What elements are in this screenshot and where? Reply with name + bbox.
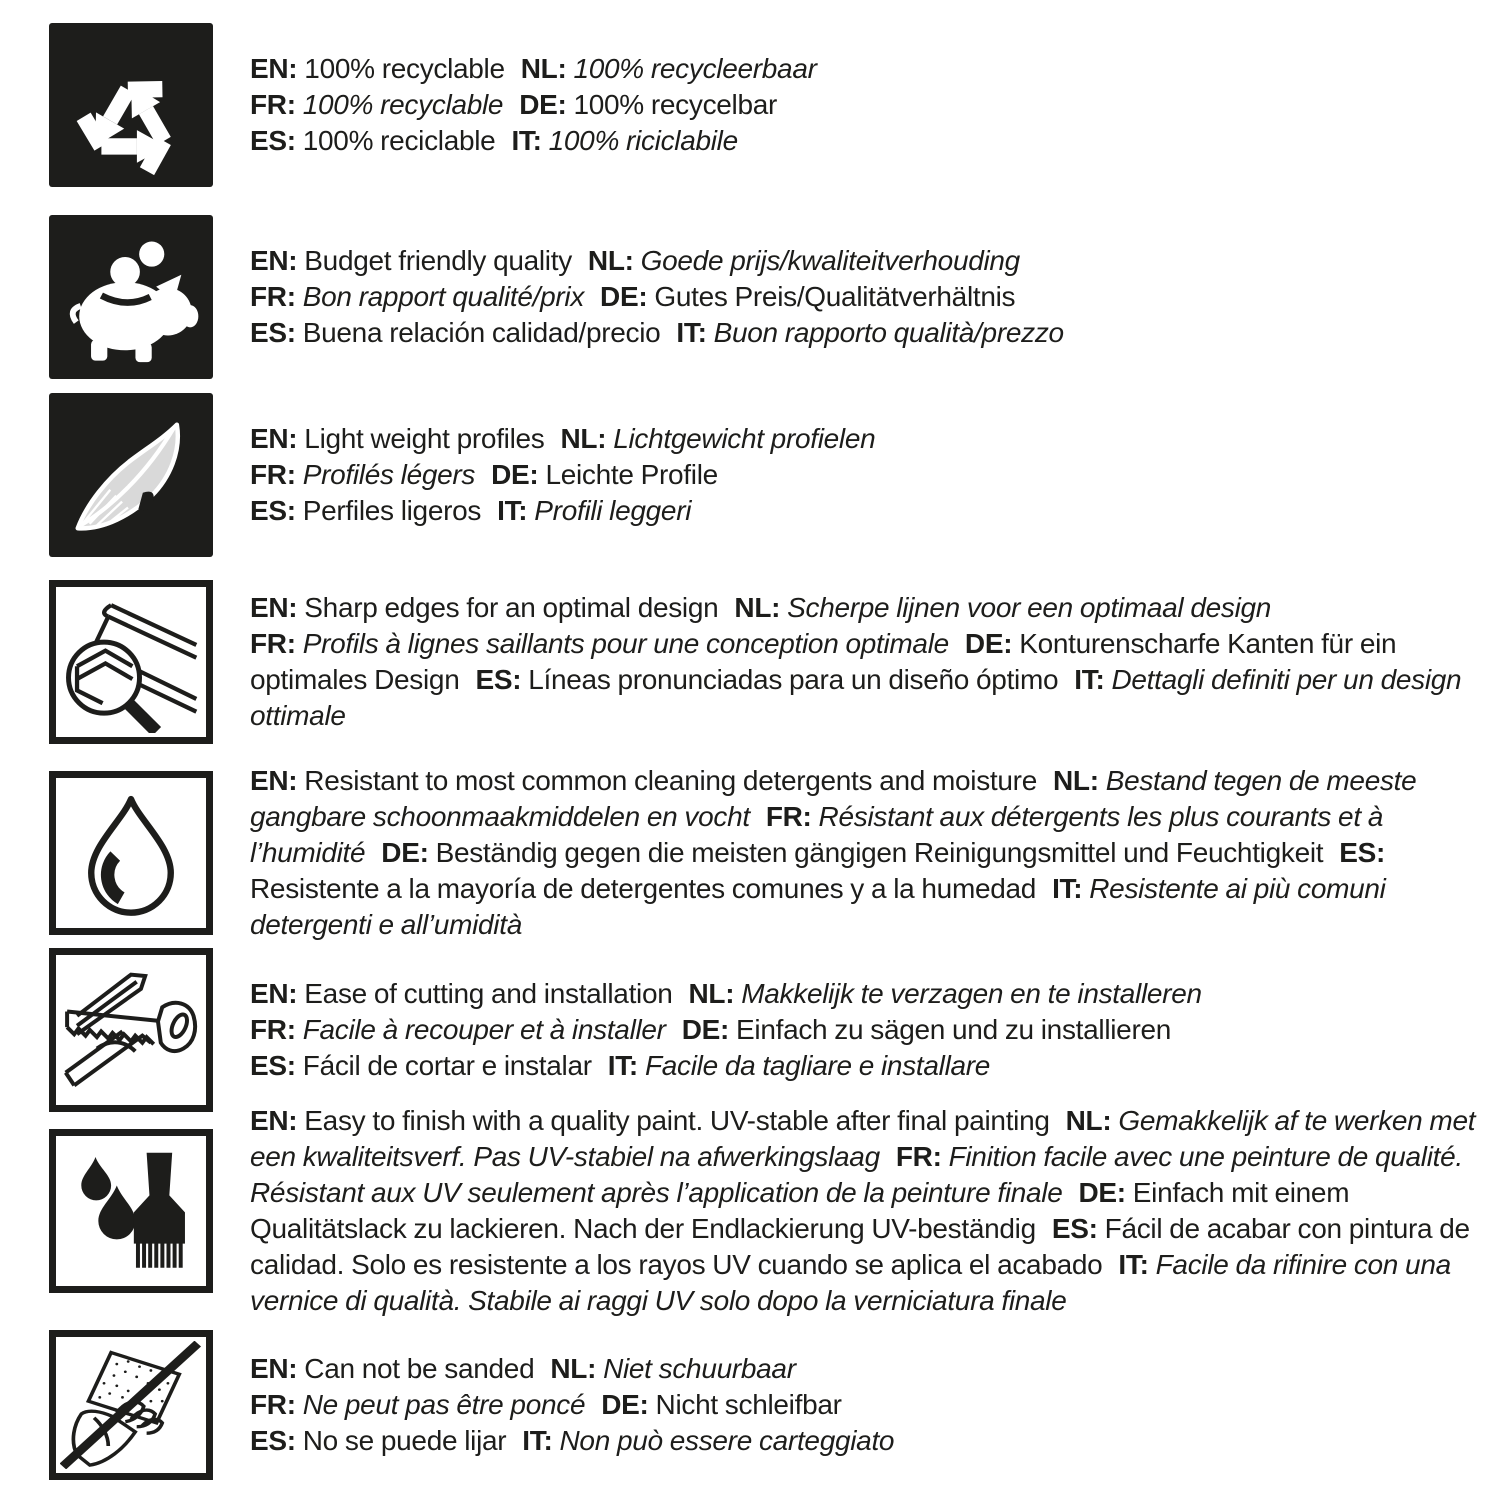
feature-description: Can not be sanded [297,1353,535,1384]
feature-description: Bon rapport qualité/prix [295,281,585,312]
language-entry-fr [250,628,949,659]
text-line [250,243,1480,279]
feature-description: Résistant aux détergents les plus courants et à l’humidité [250,801,1384,868]
recycle-icon [49,23,213,187]
feature-description: Makkelijk te verzagen en te installeren [734,978,1202,1009]
language-entry-en [250,592,718,623]
text-line [250,976,1480,1012]
feature-description: Gutes Preis/Qualitätverhältnis [647,281,1016,312]
language-code: DE: [491,459,539,490]
feature-description: Non può essere carteggiato [552,1425,895,1456]
language-entry-en [250,765,1037,796]
language-code: FR: [250,89,296,120]
feature-description: Buena relación calidad/precio [295,317,661,348]
feature-description: Resistente ai più comuni detergenti e all’umidità [250,873,1386,940]
language-code: NL: [1052,765,1099,796]
language-entry-de [519,89,777,120]
language-entry-de [682,1014,1171,1045]
language-entry-de [381,837,1323,868]
text-line [250,493,1480,529]
language-entry-it [522,1425,894,1456]
feature-description: Ne peut pas être poncé [295,1389,586,1420]
language-entry-fr [250,1014,666,1045]
language-entry-it [497,495,691,526]
text-line [250,315,1480,351]
language-entry-nl [521,53,817,84]
language-code: IT: [607,1050,638,1081]
language-entry-de [600,281,1015,312]
feature-description: Profilés légers [295,459,476,490]
feature-description: Light weight profiles [297,423,545,454]
language-entry-en [250,245,572,276]
language-code: DE: [1078,1177,1126,1208]
language-entry-nl [550,1353,795,1384]
language-entry-en [250,978,673,1009]
feature-description: Sharp edges for an optimal design [297,592,719,623]
language-code: ES: [250,1425,296,1456]
language-code: IT: [1074,664,1105,695]
feature-description: Perfiles ligeros [295,495,482,526]
feature-description: Einfach mit einem Qualitätslack zu lackieren. Nach der Endlackierung UV-beständig [250,1177,1350,1244]
feature-text-block [250,421,1480,529]
language-entry-de [491,459,718,490]
language-code: DE: [681,1014,730,1045]
language-entry-nl [588,245,1020,276]
language-entry-en [250,1105,1050,1136]
text-line [250,1012,1480,1048]
feature-text-block [250,1351,1480,1459]
language-code: NL: [1065,1105,1112,1136]
feature-description: Goede prijs/kwaliteitverhouding [633,245,1020,276]
feature-description: Leichte Profile [538,459,718,490]
language-code: DE: [964,628,1013,659]
feature-description: Beständig gegen die meisten gängigen Reinigungsmittel und Feuchtigkeit [428,837,1324,868]
language-entry-nl [560,423,875,454]
language-code: EN: [250,765,298,796]
language-code: EN: [250,978,298,1009]
language-entry-fr [250,459,475,490]
feature-description: 100% recycleerbaar [566,53,817,84]
feature-description: Facile à recouper et à installer [295,1014,666,1045]
feature-description: Nicht schleifbar [648,1389,842,1420]
feature-text-block [250,763,1480,943]
language-entry-en [250,53,505,84]
feature-text-block [250,51,1480,159]
language-code: EN: [250,1105,298,1136]
feature-description: Profili leggeri [527,495,692,526]
language-code: NL: [688,978,735,1009]
text-line [250,590,1480,626]
saw-icon [49,948,213,1112]
feature-row-recyclable [49,23,1480,187]
language-code: EN: [250,423,298,454]
language-code: DE: [600,281,648,312]
language-code: ES: [1051,1213,1098,1244]
feature-description: Resistente a la mayoría de detergentes comunes y a la humedad [250,873,1037,904]
text-line [250,1351,1480,1387]
language-code: IT: [1052,873,1083,904]
language-code: FR: [250,1389,296,1420]
feature-description: Fácil de acabar con pintura de calidad. Solo es resistente a los rayos UV cuando se aplica el acabado [250,1213,1470,1280]
feature-description: Buon rapporto qualità/prezzo [706,317,1064,348]
language-code: FR: [895,1141,942,1172]
text-line [250,279,1480,315]
language-code: NL: [734,592,781,623]
language-entry-fr [250,281,584,312]
text-line [250,51,1480,87]
text-line [250,1103,1480,1319]
feather-icon [49,393,213,557]
language-entry-es [250,317,660,348]
feature-text-block [250,243,1480,351]
language-code: NL: [587,245,634,276]
text-line [250,123,1480,159]
feature-description: 100% recyclable [295,89,504,120]
text-line [250,1423,1480,1459]
feature-description: 100% riciclabile [541,125,738,156]
text-line [250,1048,1480,1084]
feature-description: 100% recyclable [297,53,505,84]
language-code: ES: [1339,837,1386,868]
no-sanding-icon [49,1330,213,1480]
feature-description: 100% recycelbar [566,89,778,120]
feature-description: Gemakkelijk af te werken met een kwaliteitsverf. Pas UV-stabiel na afwerkingslaag [250,1105,1476,1172]
feature-description: Líneas pronunciadas para un diseño óptimo [521,664,1059,695]
language-entry-es [250,1425,506,1456]
language-entry-it [608,1050,990,1081]
language-code: DE: [519,89,567,120]
feature-description: Finition facile avec une peinture de qualité. Résistant aux UV seulement après l’application de la peinture finale [250,1141,1463,1208]
language-code: NL: [520,53,567,84]
sharp-edges-magnifier-icon [49,580,213,744]
language-entry-en [250,423,544,454]
feature-description: Dettagli definiti per un design ottimale [250,664,1462,731]
feature-text-block [250,1103,1480,1319]
feature-description: Niet schuurbaar [596,1353,796,1384]
text-line [250,1387,1480,1423]
feature-description: Facile da tagliare e installare [637,1050,991,1081]
feature-row-moisture [49,763,1480,943]
language-code: IT: [676,317,707,348]
language-code: NL: [560,423,607,454]
language-code: EN: [250,53,298,84]
feature-description: Lichtgewicht profielen [606,423,876,454]
feature-text-block [250,590,1480,734]
feature-description: Facile da rifinire con una vernice di qualità. Stabile ai raggi UV solo dopo la verniciatura finale [250,1249,1451,1316]
language-entry-fr [250,1389,585,1420]
language-entry-en [250,1353,534,1384]
language-entry-de [601,1389,841,1420]
language-code: NL: [550,1353,597,1384]
feature-description: Scherpe lijnen voor een optimaal design [780,592,1272,623]
language-entry-es [250,1050,592,1081]
water-drop-icon [49,771,213,935]
feature-description: No se puede lijar [295,1425,507,1456]
language-entry-nl [734,592,1271,623]
feature-row-no-sanding [49,1330,1480,1480]
feature-row-cutting [49,948,1480,1112]
language-entry-es [250,495,481,526]
feature-row-lightweight [49,393,1480,557]
feature-text-block [250,976,1480,1084]
language-code: ES: [475,664,522,695]
feature-description: Budget friendly quality [297,245,572,276]
text-line [250,87,1480,123]
feature-description: Resistant to most common cleaning detergents and moisture [297,765,1037,796]
feature-description: 100% reciclable [295,125,496,156]
feature-description: Bestand tegen de meeste gangbare schoonmaakmiddelen en vocht [250,765,1417,832]
language-code: FR: [250,1014,296,1045]
text-line [250,763,1480,943]
language-code: EN: [250,592,298,623]
feature-description: Einfach zu sägen und zu installieren [729,1014,1172,1045]
language-code: FR: [250,459,296,490]
feature-description: Ease of cutting and installation [297,978,673,1009]
feature-description: Konturenscharfe Kanten für ein optimales Design [250,628,1397,695]
language-code: DE: [381,837,429,868]
language-code: IT: [522,1425,553,1456]
feature-row-paint [49,1103,1480,1319]
language-code: FR: [250,281,296,312]
language-code: EN: [250,245,298,276]
language-entry-es [475,664,1058,695]
language-entry-it [676,317,1063,348]
language-code: DE: [601,1389,649,1420]
language-entry-es [250,125,495,156]
language-code: FR: [765,801,812,832]
feature-row-budget [49,215,1480,379]
language-entry-nl [689,978,1202,1009]
text-line [250,421,1480,457]
language-code: ES: [250,1050,296,1081]
feature-description: Fácil de cortar e instalar [295,1050,592,1081]
language-code: EN: [250,1353,298,1384]
text-line [250,457,1480,493]
language-code: IT: [511,125,542,156]
piggy-bank-icon [49,215,213,379]
feature-description: Profils à lignes saillants pour une conception optimale [295,628,949,659]
feature-row-sharp-edges [49,580,1480,744]
text-line [250,626,1480,734]
language-entry-fr [250,89,503,120]
language-entry-it [511,125,737,156]
language-code: ES: [250,125,296,156]
language-code: ES: [250,317,296,348]
language-code: IT: [1118,1249,1149,1280]
language-code: IT: [497,495,528,526]
feature-description: Easy to finish with a quality paint. UV-stable after final painting [297,1105,1050,1136]
paint-brush-drops-icon [49,1129,213,1293]
language-code: FR: [250,628,296,659]
language-code: ES: [250,495,296,526]
